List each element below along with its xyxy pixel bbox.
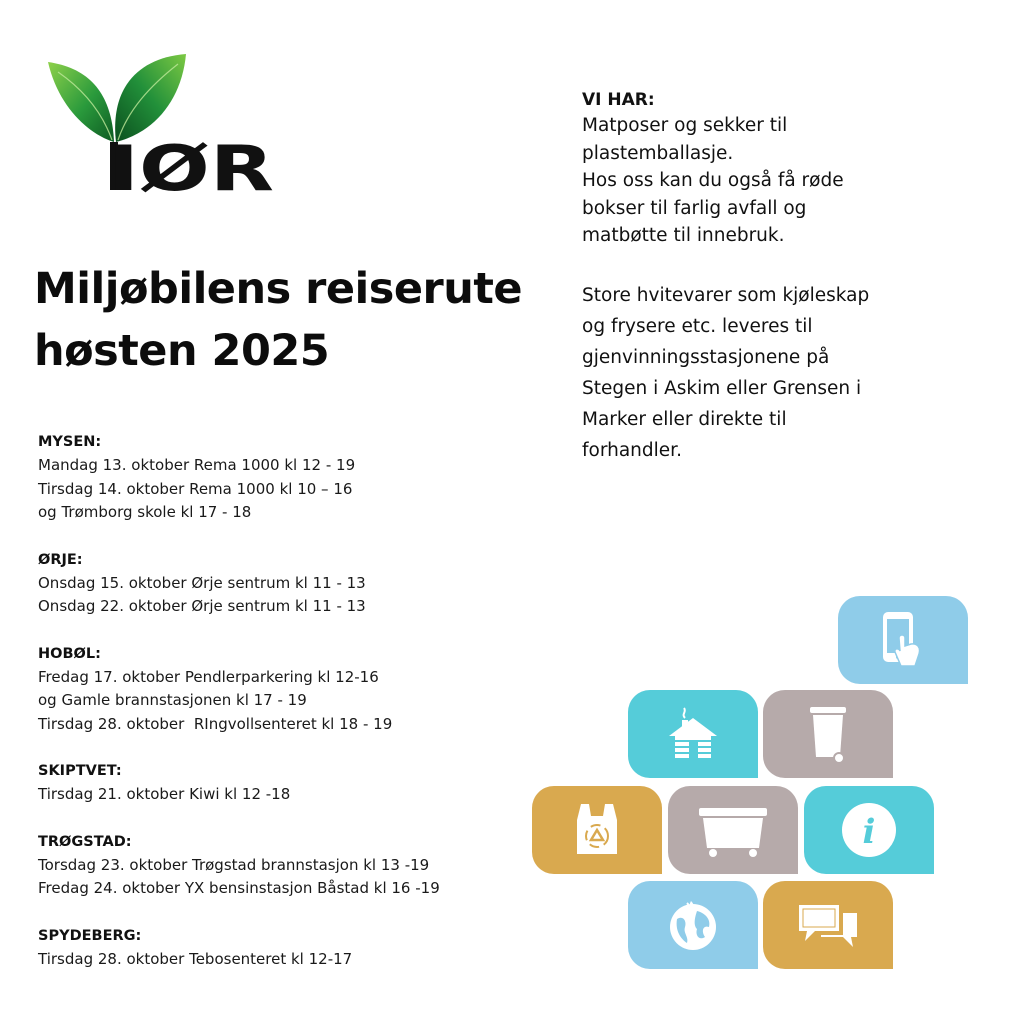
- schedule-section: [38, 548, 518, 619]
- schedule-section: [38, 924, 518, 972]
- schedule-section-heading: SKIPTVET:: [38, 763, 122, 779]
- phone-touch-icon: [875, 608, 931, 672]
- container-icon: [695, 800, 771, 860]
- title-line-2: høsten 2025: [34, 326, 330, 376]
- schedule-section-heading: ØRJE:: [38, 551, 83, 568]
- schedule-entry: Onsdag 15. oktober Ørje sentrum kl 11 - 13: [38, 573, 366, 592]
- info-line: matbøtte til innebruk.: [582, 225, 785, 246]
- schedule-entry: Torsdag 23. oktober Trøgstad brannstasjon kl 13 -19: [38, 855, 430, 874]
- schedule-section-heading: HOBØL:: [38, 645, 101, 662]
- info-panel: [582, 88, 1002, 466]
- schedule-entry: Mandag 13. oktober Rema 1000 kl 12 - 19: [38, 456, 356, 474]
- bag-tile: [532, 786, 662, 874]
- info-icon: [839, 800, 899, 860]
- schedule-entry: Fredag 17. oktober Pendlerparkering kl 12-16: [38, 667, 379, 686]
- globe-tile: [628, 881, 758, 969]
- phone-tile: [838, 596, 968, 684]
- page-title: [34, 258, 522, 382]
- schedule-entry: Fredag 24. oktober YX bensinstasjon Båstad kl 16 -19: [38, 879, 440, 897]
- schedule-section-heading: TRØGSTAD:: [38, 833, 132, 850]
- wheelie-bin-icon: [804, 703, 852, 765]
- svg-text:i: i: [862, 812, 876, 852]
- info-line: Store hvitevarer som kjøleskap: [582, 284, 870, 306]
- bin-tile: [763, 690, 893, 778]
- chat-icon: [795, 897, 861, 953]
- globe-icon: [665, 897, 721, 953]
- container-tile: [668, 786, 798, 874]
- info-line: Marker eller direkte til: [582, 408, 787, 430]
- info-line: og frysere etc. leveres til: [582, 315, 813, 337]
- info-line: plastemballasje.: [582, 142, 734, 164]
- recycle-bag-icon: [571, 800, 623, 860]
- info-heading: VI HAR:: [582, 90, 655, 110]
- info-line: forhandler.: [582, 439, 682, 461]
- title-line-1: Miljøbilens reiserute: [34, 264, 523, 314]
- cabin-tile: [628, 690, 758, 778]
- schedule-entry: Tirsdag 28. oktober Tebosenteret kl 12-17: [38, 949, 353, 968]
- ior-logo: [44, 50, 284, 200]
- info-tile: [804, 786, 934, 874]
- info-line: bokser til farlig avfall og: [582, 197, 807, 219]
- info-line: Hos oss kan du også få røde: [582, 170, 844, 191]
- info-paragraph-supplies: [582, 112, 1002, 250]
- schedule-section: [38, 759, 518, 807]
- info-paragraph-appliances: [582, 280, 1002, 466]
- schedule-entry: Onsdag 22. oktober Ørje sentrum kl 11 - 13: [38, 597, 366, 615]
- schedule-section: [38, 830, 518, 901]
- schedule-entry: Tirsdag 14. oktober Rema 1000 kl 10 – 16: [38, 479, 353, 498]
- schedule-entry: Tirsdag 28. oktober RIngvollsenteret kl 18 - 19: [38, 714, 393, 733]
- schedule-section: [38, 642, 518, 737]
- info-line: gjenvinningsstasjonene på: [582, 346, 830, 368]
- schedule-entry: og Trømborg skole kl 17 - 18: [38, 503, 252, 521]
- chat-tile: [763, 881, 893, 969]
- schedule-list: [38, 430, 518, 994]
- cabin-icon: [665, 704, 721, 764]
- schedule-entry: Tirsdag 21. oktober Kiwi kl 12 -18: [38, 785, 291, 803]
- logo-text: IØR: [108, 132, 274, 200]
- schedule-section-heading: SPYDEBERG:: [38, 927, 142, 944]
- info-line: Matposer og sekker til: [582, 115, 788, 136]
- info-line: Stegen i Askim eller Grensen i: [582, 377, 862, 399]
- schedule-section-heading: MYSEN:: [38, 434, 102, 450]
- schedule-section: [38, 430, 518, 525]
- schedule-entry: og Gamle brannstasjonen kl 17 - 19: [38, 691, 307, 709]
